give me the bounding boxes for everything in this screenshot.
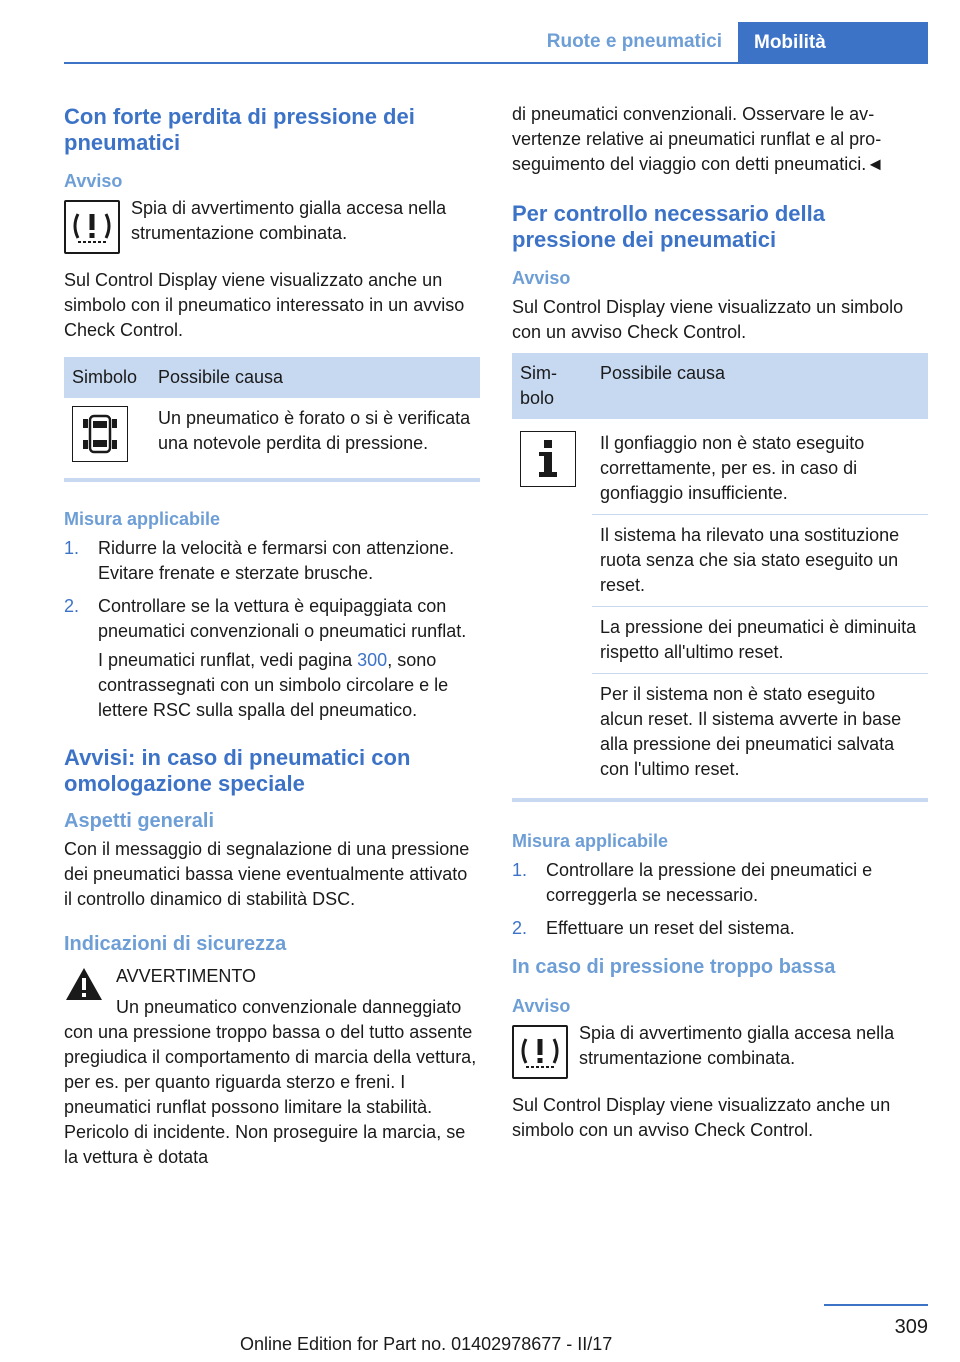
tire-pressure-warning-icon xyxy=(64,200,120,254)
list-item xyxy=(512,916,928,941)
avviso-label: Avviso xyxy=(512,268,571,288)
avviso-label: Avviso xyxy=(64,171,123,191)
control-display-text: Sul Control Display viene visualizzato anche un simbolo con il pneumatico interessato in un avviso Check Control. xyxy=(64,270,465,340)
car-tire-symbol-icon xyxy=(72,406,128,462)
measure-steps xyxy=(64,536,480,644)
table-cell-cause: Il gonfiaggio non è stato eseguito correttamente, per es. in caso di gonfiaggio insufficiente. xyxy=(592,419,928,515)
table-bottom-rule xyxy=(64,478,480,482)
heading-low-pressure: In caso di pressione troppo bassa xyxy=(512,956,836,978)
measure-steps xyxy=(512,858,928,941)
table-row xyxy=(64,398,480,470)
table-cell-cause: Un pneumatico è forato o si è verificata una notevole perdita di pressione. xyxy=(158,408,471,453)
header-chapter-tab: Mobilità xyxy=(738,22,928,64)
list-item xyxy=(64,594,480,644)
heading-special-approval: Avvisi: in caso di pneumatici con omologazione speciale xyxy=(64,745,411,796)
measure-label: Misura applicabile xyxy=(64,509,221,529)
page-link-300[interactable]: 300 xyxy=(357,650,388,670)
edition-note: Online Edition for Part no. 01402978677 - II/17 xyxy=(240,1334,613,1354)
indicator-notice xyxy=(512,1021,928,1079)
safety-warning xyxy=(64,964,480,1170)
step-number: 1. xyxy=(512,860,528,880)
warning-text: Un pneumatico convenzionale danneggiato con una pressione troppo bassa o del tutto assente pregiudica il comportamento di marcia della vettura, per es. per quanto riguarda sterzo e freni. I pneumatici runflat possono limitare la stabilità. Pericolo di incidente. Non proseguire la marcia, se la vettura è dotata xyxy=(64,997,477,1167)
step-number: 2. xyxy=(512,918,528,938)
step-text: Effettuare un reset del sistema. xyxy=(546,918,795,938)
table-row xyxy=(512,607,928,674)
list-item xyxy=(64,536,480,586)
step-number: 1. xyxy=(64,538,80,558)
measure-label: Misura applicabile xyxy=(512,831,669,851)
col-header-symbol: Simbolo xyxy=(64,357,150,398)
col-header-cause: Possibile causa xyxy=(150,357,480,398)
warning-continuation-text: di pneumatici convenzionali. Osservare le avvertenze relative ai pneumatici runflat e al proseguimento del viaggio con detti pneumatici.◄ xyxy=(512,104,885,174)
control-display-text: Sul Control Display viene visualizzato anche un simbolo con un avviso Check Control. xyxy=(512,1095,891,1140)
control-display-text: Sul Control Display viene visualizzato un simbolo con un avviso Check Control. xyxy=(512,297,904,342)
info-symbol-icon xyxy=(520,431,576,487)
table-cell-cause: Per il sistema non è stato eseguito alcun reset. Il sistema avverte in base alla pressione dei pneumatici salvata con l'ultimo reset. xyxy=(600,684,902,779)
warning-title: AVVERTIMENTO xyxy=(116,966,257,986)
step-text: Controllare se la vettura è equipaggiata con pneumatici convenzionali o pneumatici runflat. xyxy=(98,596,467,641)
symbol-table-1 xyxy=(64,357,480,470)
indicator-notice-text: Spia di avvertimento gialla accesa nella strumentazione combinata. xyxy=(131,198,447,243)
page-number: 309 xyxy=(894,1316,928,1338)
table-row xyxy=(512,515,928,607)
indicator-notice xyxy=(64,196,480,254)
general-text: Con il messaggio di segnalazione di una pressione dei pneumatici bassa viene eventualmente attivato il controllo dinamico di stabilità DSC. xyxy=(64,839,470,909)
tire-pressure-warning-icon xyxy=(512,1025,568,1079)
col-header-symbol: Simbolo xyxy=(512,353,592,419)
heading-safety: Indicazioni di sicurezza xyxy=(64,933,287,955)
runflat-note: I pneumatici runflat, vedi pagina 300, sono contrassegnati con un simbolo circolare e le lettere RSC sulla spalla del pneumatico. xyxy=(98,650,449,720)
list-item xyxy=(512,858,928,908)
footer-rule xyxy=(824,1304,928,1306)
heading-pressure-check: Per controllo necessario della pressione dei pneumatici xyxy=(512,201,826,252)
left-column xyxy=(64,100,480,1170)
header-rule xyxy=(64,62,928,64)
right-column xyxy=(512,100,928,1143)
heading-general: Aspetti generali xyxy=(64,810,215,832)
table-row xyxy=(512,419,928,515)
table-row xyxy=(512,674,928,791)
symbol-table-2 xyxy=(512,353,928,790)
heading-pressure-loss: Con forte perdita di pressione dei pneumatici xyxy=(64,104,415,155)
step-number: 2. xyxy=(64,596,80,616)
header-section-title: Ruote e pneumatici xyxy=(546,31,722,52)
table-cell-cause: Il sistema ha rilevato una sostituzione ruota senza che sia stato eseguito un reset. xyxy=(592,515,928,607)
step-text: Controllare la pressione dei pneumatici e correggerla se necessario. xyxy=(546,860,873,905)
table-cell-cause: La pressione dei pneumatici è diminuita rispetto all'ultimo reset. xyxy=(592,607,928,674)
indicator-notice-text: Spia di avvertimento gialla accesa nella strumentazione combinata. xyxy=(579,1023,895,1068)
avviso-label: Avviso xyxy=(512,996,571,1016)
warning-triangle-icon xyxy=(64,966,104,1002)
step-text: Ridurre la velocità e fermarsi con attenzione. Evitare frenate e sterzate brusche. xyxy=(98,538,455,583)
col-header-cause: Possibile causa xyxy=(592,353,928,419)
table-bottom-rule xyxy=(512,798,928,802)
